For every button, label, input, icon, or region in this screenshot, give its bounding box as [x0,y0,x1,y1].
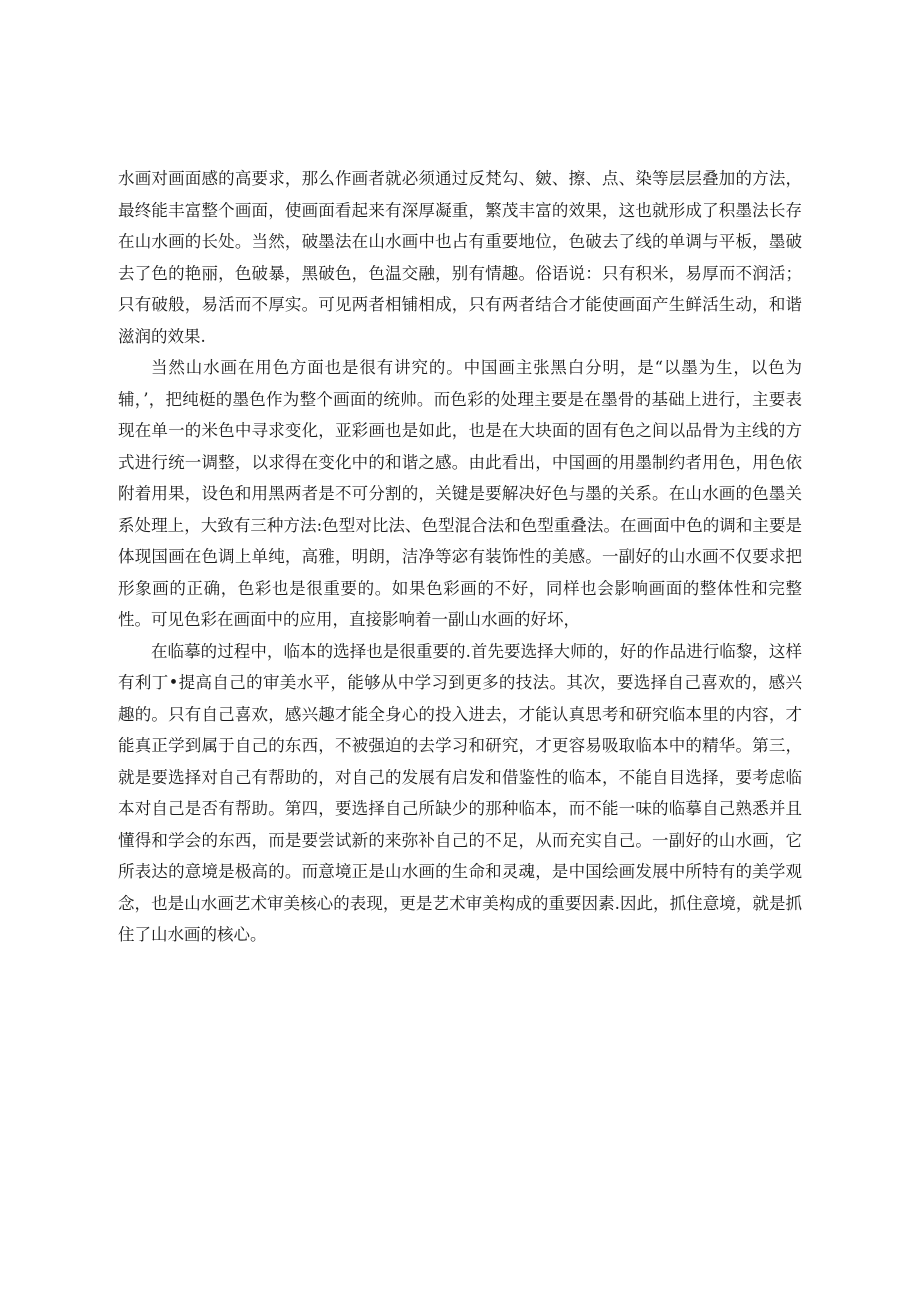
paragraph-3: 在临摹的过程中，临本的选择也是很重要的.首先要选择大师的，好的作品进行临黎，这样有利丁•提高自己的审美水平，能够从中学习到更多的技法。其次，要选择自己喜欢的，感兴趣的。只有自己喜欢，感兴趣才能全身心的投入进去，才能认真思考和研究临本里的内容，才能真正学到属于自己的东西，不被强迫的去学习和研究，才更容易吸取临本中的精华。第三，就是要选择对自己有帮助的，对自己的发展有启发和借鉴性的临本，不能自目选择，要考虑临本对自己是否有帮助。第四，要选择自己所缺少的那种临本，而不能一味的临摹自己熟悉并且懂得和学会的东西，而是要尝试新的来弥补自己的不足，从而充实自己。一副好的山水画，它所表达的意境是极高的。而意境正是山水画的生命和灵魂，是中国绘画发展中所特有的美学观念，也是山水画艺术审美核心的表现，更是艺术审美构成的重要因素.因此，抓住意境，就是抓住了山水画的核心。 [118,641,802,944]
body-text [118,163,802,951]
paragraph-1: 水画对画面感的高要求，那么作画者就必须通过反梵勾、皴、擦、点、染等层层叠加的方法，最终能丰富整个画面，使画面看起来有深厚凝重，繁茂丰富的效果，这也就形成了积墨法长存在山水画的长处。当然，破墨法在山水画中也占有重要地位，色破去了线的单调与平板，墨破去了色的艳丽，色破暴，黑破色，色温交融，别有情趣。俗语说：只有积米，易厚而不润活；只有破般，易活而不厚实。可见两者相铺相成，只有两者结合才能使画面产生鲜活生动，和谐滋润的效果. [118,169,802,346]
paragraph-2: 当然山水画在用色方面也是很有讲究的。中国画主张黑白分明，是“以墨为生，以色为辅，’，把纯梃的墨色作为整个画面的统帅。而色彩的处理主要是在墨骨的基础上进行，主要表现在单一的米色中寻求变化，亚彩画也是如此，也是在大块面的固有色之间以品骨为主线的方式进行统一调整，以求得在变化中的和谐之感。由此看出，中国画的用墨制约者用色，用色依附着用果，设色和用黑两者是不可分割的，关键是要解决好色与墨的关系。在山水画的色墨关系处理上，大致有三种方法:色型对比法、色型混合法和色型重叠法。在画面中色的调和主要是体现国画在色调上单纯，高雅，明朗，洁净等宓有装饰性的美感。一副好的山水画不仅要求把形象画的正确，色彩也是很重要的。如果色彩画的不好，同样也会影响画面的整体性和完整性。可见色彩在画面中的应用，直接影响着一副山水画的好坏， [118,358,802,629]
